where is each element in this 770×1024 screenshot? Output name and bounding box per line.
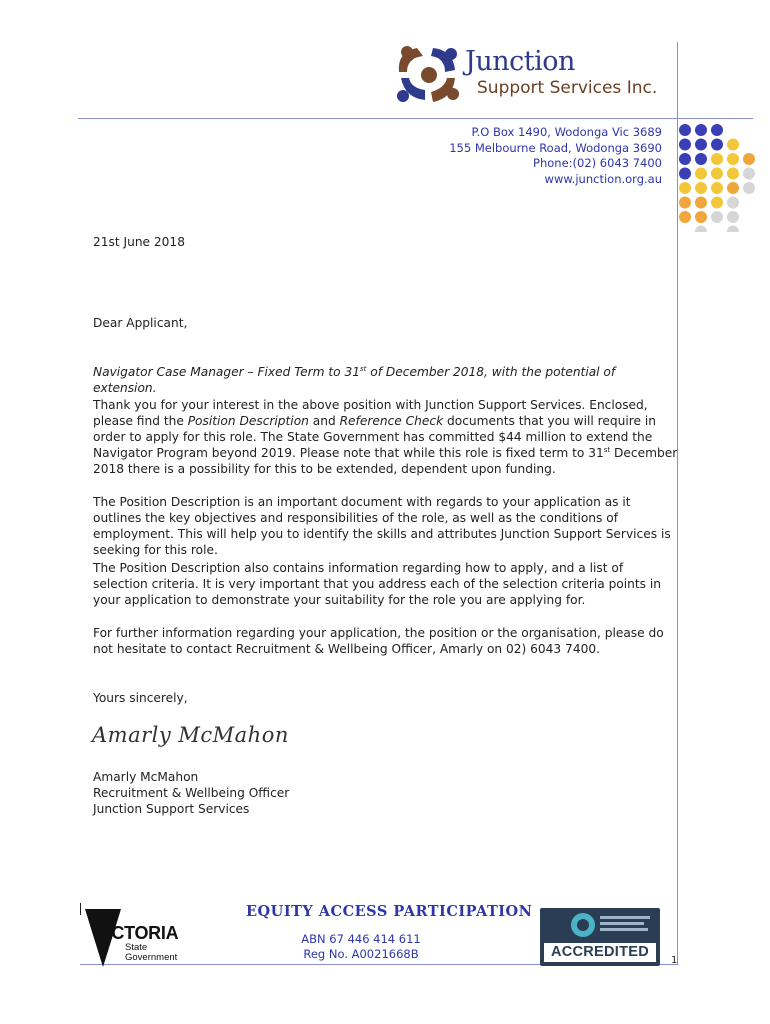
signer-organisation: Junction Support Services: [93, 802, 250, 816]
badge-text-line-3: [600, 928, 648, 931]
decorative-dot: [727, 168, 739, 180]
letter-paragraph-4: For further information regarding your application, the position or the organisation, please do not hesitate to contact Recruitment & Wellbeing Officer, Amarly on 02) 6043 7400.: [93, 626, 664, 656]
address-website[interactable]: www.junction.org.au: [544, 171, 662, 186]
people-circle-icon: [393, 42, 463, 106]
decorative-dot: [727, 139, 739, 151]
decorative-dot: [695, 168, 707, 180]
decorative-dot: [727, 182, 739, 194]
company-logo: [393, 42, 668, 106]
logo-name-line1: Junction: [465, 46, 575, 77]
decorative-dot: [695, 153, 707, 165]
subject-sup: st: [360, 364, 367, 373]
badge-text-line-2: [600, 922, 644, 925]
victoria-government: Government: [125, 952, 178, 963]
decorative-dot: [679, 139, 691, 151]
decorative-dot: [679, 182, 691, 194]
decorative-dot: [727, 197, 739, 209]
decorative-dot: [711, 153, 723, 165]
p1-position-description: Position Description: [187, 414, 309, 428]
decorative-dot: [695, 139, 707, 151]
letter-subject: [93, 364, 678, 396]
subject-text-a: Navigator Case Manager – Fixed Term to 31: [93, 365, 360, 379]
decorative-dot: [743, 168, 755, 180]
decorative-dot: [679, 124, 691, 136]
victoria-subtitle: [125, 943, 177, 963]
letter-closing: Yours sincerely,: [93, 691, 188, 705]
address-block: [449, 125, 662, 187]
header-rule: [78, 118, 753, 119]
decorative-dot: [679, 153, 691, 165]
address-phone: Phone:(02) 6043 7400: [533, 156, 662, 170]
page-number: 1: [671, 955, 678, 966]
decorative-dot: [711, 124, 723, 136]
decorative-dot: [695, 197, 707, 209]
p1-reference-check: Reference Check: [339, 414, 444, 428]
letter-salutation: Dear Applicant,: [93, 316, 188, 330]
decorative-dot: [679, 168, 691, 180]
decorative-dot: [695, 182, 707, 194]
signer-name: Amarly McMahon: [93, 770, 199, 784]
accredited-label: ACCREDITED: [544, 943, 656, 962]
letter-date: 21st June 2018: [93, 235, 185, 249]
decorative-dot: [695, 226, 707, 233]
decorative-dot: [743, 153, 755, 165]
victoria-government-logo: [83, 905, 193, 969]
decorative-dot: [711, 197, 723, 209]
p1-text-a: Thank you for your interest in the above position with Junction Support Services. Enclosed, please find the: [93, 398, 648, 428]
decorative-dot: [679, 211, 691, 223]
address-street: 155 Melbourne Road, Wodonga 3690: [449, 140, 662, 155]
decorative-dot: [711, 168, 723, 180]
decorative-dot: [695, 124, 707, 136]
decorative-dot: [679, 197, 691, 209]
p1-text-d: December 2018 there is a possibility for this to be extended, dependent upon funding.: [93, 446, 678, 476]
p1-text-c: documents that you will require in order to apply for this role. The State Government has committed $44 million to extend the Navigator Program beyond 2019. Please note that while this role is fixed term to 31: [93, 414, 656, 460]
address-po-box: P.O Box 1490, Wodonga Vic 3689: [471, 125, 662, 139]
footer-tagline: EQUITY ACCESS PARTICIPATION: [246, 903, 533, 920]
letter-paragraph-2: The Position Description is an important document with regards to your application as it outlines the key objectives and responsibilities of the role, as well as the conditions of employment. This will help you to identify the skills and attributes Junction Support Services is seeking for this role.: [93, 495, 671, 557]
p1-sup: st: [603, 445, 611, 454]
p1-text-b: and: [308, 414, 340, 428]
letter-paragraph-1: [93, 397, 678, 477]
decorative-dot: [727, 211, 739, 223]
decorative-dot: [695, 211, 707, 223]
accredited-badge: [540, 908, 660, 966]
decorative-dot: [711, 182, 723, 194]
victoria-state: State: [125, 942, 148, 953]
handwritten-signature: Amarly McMahon: [92, 723, 289, 747]
decorative-dot: [711, 139, 723, 151]
subject-text-b: of December 2018, with the potential of extension.: [93, 365, 616, 395]
signer-title: Recruitment & Wellbeing Officer: [93, 786, 290, 800]
decorative-dot: [743, 182, 755, 194]
footer-reg: Reg No. A0021668B: [303, 947, 419, 961]
victoria-word: VICTORIA: [95, 923, 179, 943]
footer-abn: ABN 67 446 414 611: [301, 932, 421, 946]
footer-left-tick: [80, 903, 81, 915]
signer-block: [93, 769, 678, 817]
decorative-dot: [727, 226, 739, 233]
decorative-dot: [711, 211, 723, 223]
decorative-dot: [727, 153, 739, 165]
decorative-dot-grid: [676, 122, 756, 232]
letter-paragraph-3: The Position Description also contains information regarding how to apply, and a list of selection criteria. It is very important that you address each of the selection criteria points in your application to demonstrate your suitability for the role you are applying for.: [93, 561, 661, 607]
logo-name-line2: Support Services Inc.: [477, 78, 658, 98]
quality-mark-icon: [568, 911, 598, 939]
badge-text-line-1: [600, 916, 650, 919]
